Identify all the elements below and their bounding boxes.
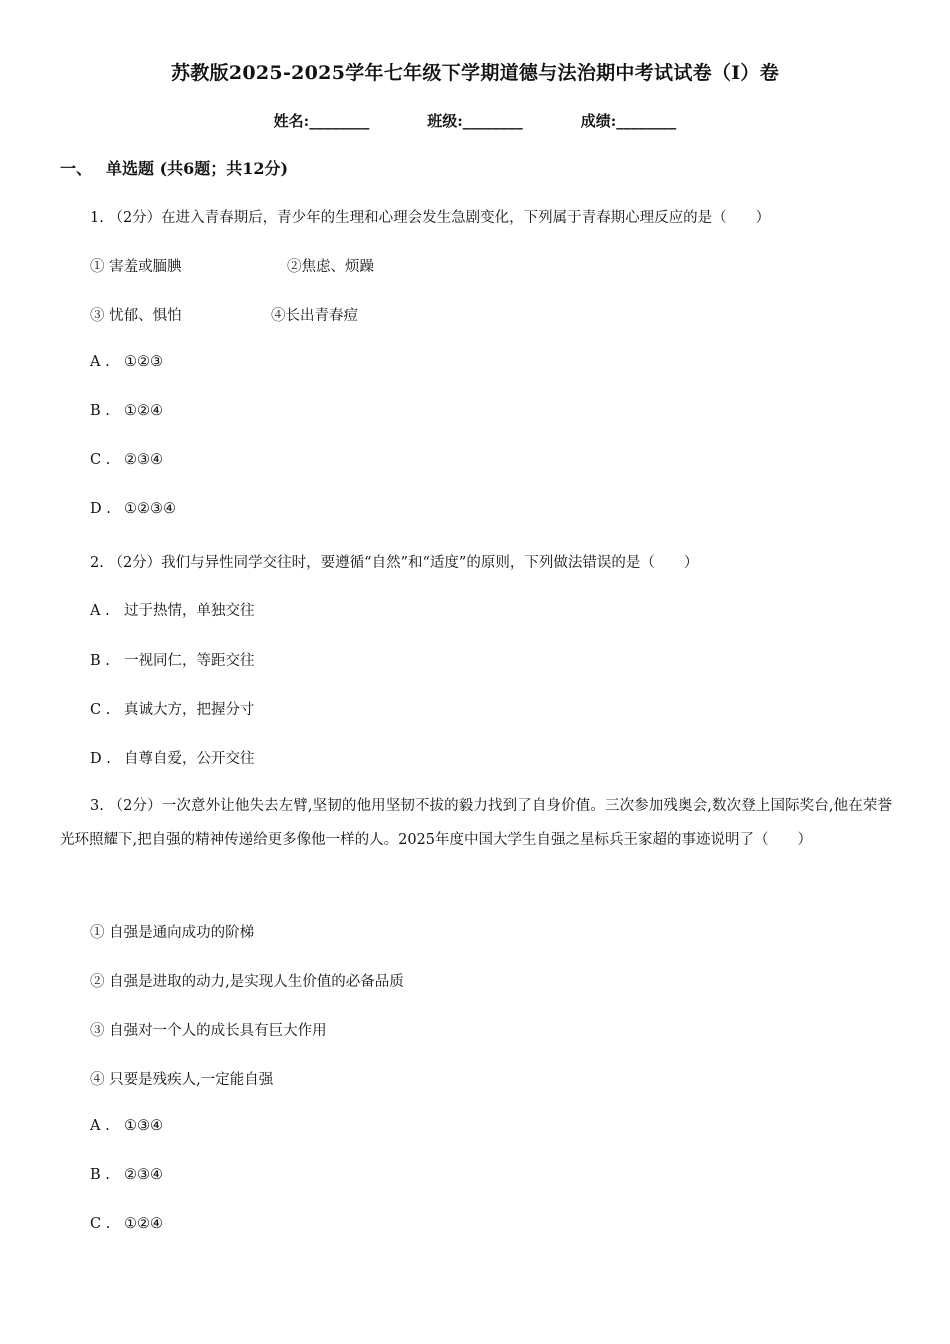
- option-text: ①③④: [124, 1118, 163, 1134]
- question-3-item-4: ④ 只要是残疾人,一定能自强: [90, 1072, 274, 1088]
- question-3-item-2: ② 自强是进取的动力,是实现人生价值的必备品质: [90, 974, 404, 990]
- question-1-option-b: [90, 403, 163, 419]
- question-1-item-2: ②焦虑、烦躁: [287, 259, 374, 275]
- option-letter: D .: [90, 501, 111, 517]
- question-1-item-4: ④长出青春痘: [271, 308, 358, 324]
- question-2-option-d: [90, 747, 255, 768]
- question-1-items-row-2: [90, 304, 358, 325]
- question-1-items-row-1: [90, 255, 374, 276]
- section-heading: [60, 156, 288, 179]
- student-info-row: [0, 110, 950, 131]
- score-field: 成绩:________: [580, 112, 677, 130]
- question-3-item-3: ③ 自强对一个人的成长具有巨大作用: [90, 1023, 327, 1039]
- option-letter: C .: [90, 452, 111, 468]
- option-letter: B .: [90, 1167, 110, 1183]
- question-1-item-1: ① 害羞或腼腆: [90, 259, 182, 275]
- option-text: 过于热情，单独交往: [124, 603, 255, 619]
- question-1-option-d: [90, 501, 176, 517]
- option-letter: A .: [90, 354, 110, 370]
- question-3-item-1: ① 自强是通向成功的阶梯: [90, 925, 255, 941]
- question-1-stem: 1. （2分）在进入青春期后，青少年的生理和心理会发生急剧变化，下列属于青春期心理反应的是（ ）: [90, 210, 771, 226]
- question-2-option-b: [90, 649, 255, 670]
- option-text: ②③④: [124, 1167, 163, 1183]
- option-letter: C .: [90, 1216, 111, 1232]
- option-letter: B .: [90, 403, 110, 419]
- question-3-stem: 3. （2分）一次意外让他失去左臂,坚韧的他用坚韧不拔的毅力找到了自身价值。三次参加残奥会,数次登上国际奖台,他在荣誉光环照耀下,把自强的精神传递给更多像他一样的人。2025年度中国大学生自强之星标兵王家超的事迹说明了（ ）: [60, 798, 892, 848]
- option-letter: C .: [90, 702, 111, 718]
- question-3-option-a: [90, 1118, 163, 1134]
- option-letter: A .: [90, 1118, 110, 1134]
- option-letter: D .: [90, 751, 111, 767]
- option-text: 真诚大方，把握分寸: [124, 702, 255, 718]
- section-number: 一、: [60, 159, 93, 178]
- question-2-option-a: [90, 599, 255, 620]
- option-text: ②③④: [124, 452, 163, 468]
- option-text: ①②③: [124, 354, 163, 370]
- question-2-option-c: [90, 698, 255, 719]
- question-3-option-b: [90, 1167, 163, 1183]
- section-title: 单选题 (共6题；共12分): [106, 159, 289, 178]
- option-text: ①②④: [124, 1216, 163, 1232]
- question-1-item-3: ③ 忧郁、惧怕: [90, 308, 182, 324]
- question-1-option-c: [90, 452, 163, 468]
- exam-title: 苏教版2025-2025学年七年级下学期道德与法治期中考试试卷（I）卷: [170, 62, 780, 84]
- option-letter: A .: [90, 603, 110, 619]
- option-text: 一视同仁，等距交往: [124, 653, 255, 669]
- option-letter: B .: [90, 653, 110, 669]
- option-text: ①②④: [124, 403, 163, 419]
- option-text: ①②③④: [124, 501, 176, 517]
- class-field: 班级:________: [427, 112, 523, 130]
- question-3-option-c: [90, 1216, 163, 1232]
- question-2-stem: 2. （2分）我们与异性同学交往时，要遵循“自然”和“适度”的原则，下列做法错误的是（ ）: [90, 555, 699, 571]
- option-text: 自尊自爱，公开交往: [124, 751, 255, 767]
- name-field: 姓名:________: [273, 112, 370, 130]
- question-1-option-a: [90, 354, 163, 370]
